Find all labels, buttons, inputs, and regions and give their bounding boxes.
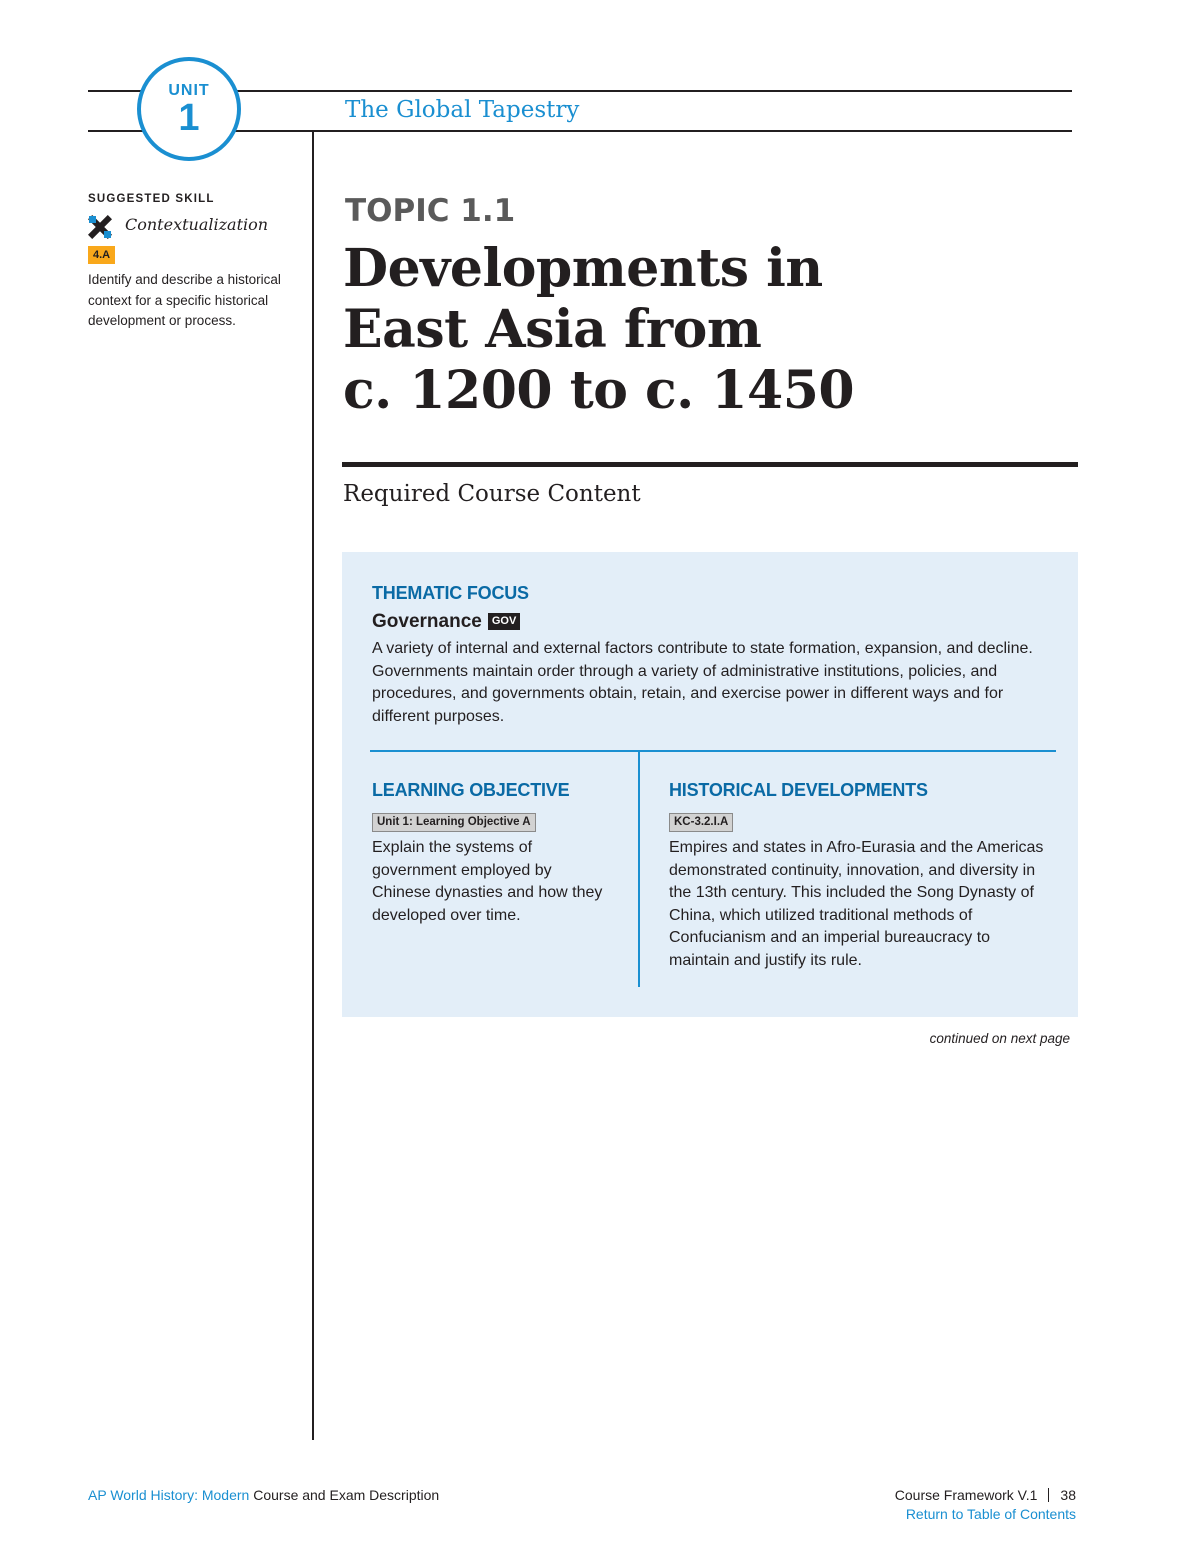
continued-note: continued on next page <box>929 1031 1070 1046</box>
toc-link[interactable]: Return to Table of Contents <box>905 1506 1076 1522</box>
theme-name-label: Governance <box>372 611 482 632</box>
skill-code-badge: 4.A <box>88 246 115 264</box>
skill-description: Identify and describe a historical context for a specific historical development or process. <box>88 272 281 328</box>
suggested-skill-heading: SUGGESTED SKILL <box>88 193 215 205</box>
footer-framework: Course Framework V.1 <box>894 1487 1038 1503</box>
topic-title <box>343 238 1063 421</box>
footer-course <box>88 1487 439 1503</box>
footer-course-suffix: Course and Exam Description <box>253 1487 440 1503</box>
skill-name: Contextualization <box>125 215 269 234</box>
learning-objective-heading: LEARNING OBJECTIVE <box>372 780 570 800</box>
theme-name <box>372 611 520 633</box>
learning-objective-text: Explain the systems of government employed by Chinese dynasties and how they developed over time. <box>372 839 603 924</box>
title-rule <box>342 462 1078 467</box>
panel-rule <box>370 750 1056 752</box>
course-content-panel <box>342 552 1078 1017</box>
footer-page-info <box>780 1487 1076 1503</box>
panel-column-divider <box>638 752 640 987</box>
unit-number: 1 <box>178 97 200 139</box>
footer-course-name: AP World History: Modern <box>88 1487 250 1503</box>
footer-separator <box>1048 1488 1049 1502</box>
thematic-focus-heading: THEMATIC FOCUS <box>372 583 529 603</box>
topic-title-line: c. 1200 to c. 1450 <box>343 360 855 421</box>
topic-title-line: East Asia from <box>343 299 762 360</box>
historical-developments-text: Empires and states in Afro-Eurasia and the Americas demonstrated continuity, innovation, and diversity in the 13th century. This included the Song Dynasty of China, which utilized traditional methods of Confucianism and an imperial bureaucracy to maintain and justify its rule. <box>669 839 1044 969</box>
historical-developments-heading: HISTORICAL DEVELOPMENTS <box>669 780 928 800</box>
topic-title-line: Developments in <box>343 238 823 299</box>
historical-developments-tag: KC-3.2.I.A <box>669 813 733 832</box>
required-content-heading: Required Course Content <box>343 481 641 507</box>
topic-label: TOPIC 1.1 <box>345 193 516 229</box>
column-divider <box>312 130 314 1440</box>
unit-badge <box>137 57 241 161</box>
theme-code-badge: GOV <box>488 613 520 630</box>
learning-objective-tag: Unit 1: Learning Objective A <box>372 813 536 832</box>
unit-label: UNIT <box>168 82 210 99</box>
crossed-tools-icon <box>88 215 112 239</box>
unit-title: The Global Tapestry <box>345 97 580 123</box>
page-number: 38 <box>1060 1487 1076 1503</box>
theme-description: A variety of internal and external factors contribute to state formation, expansion, and decline. Governments maintain order through a variety of administrative institutions, policies, and procedures, and governments obtain, retain, and exercise power in different ways and for different purposes. <box>372 640 1033 725</box>
